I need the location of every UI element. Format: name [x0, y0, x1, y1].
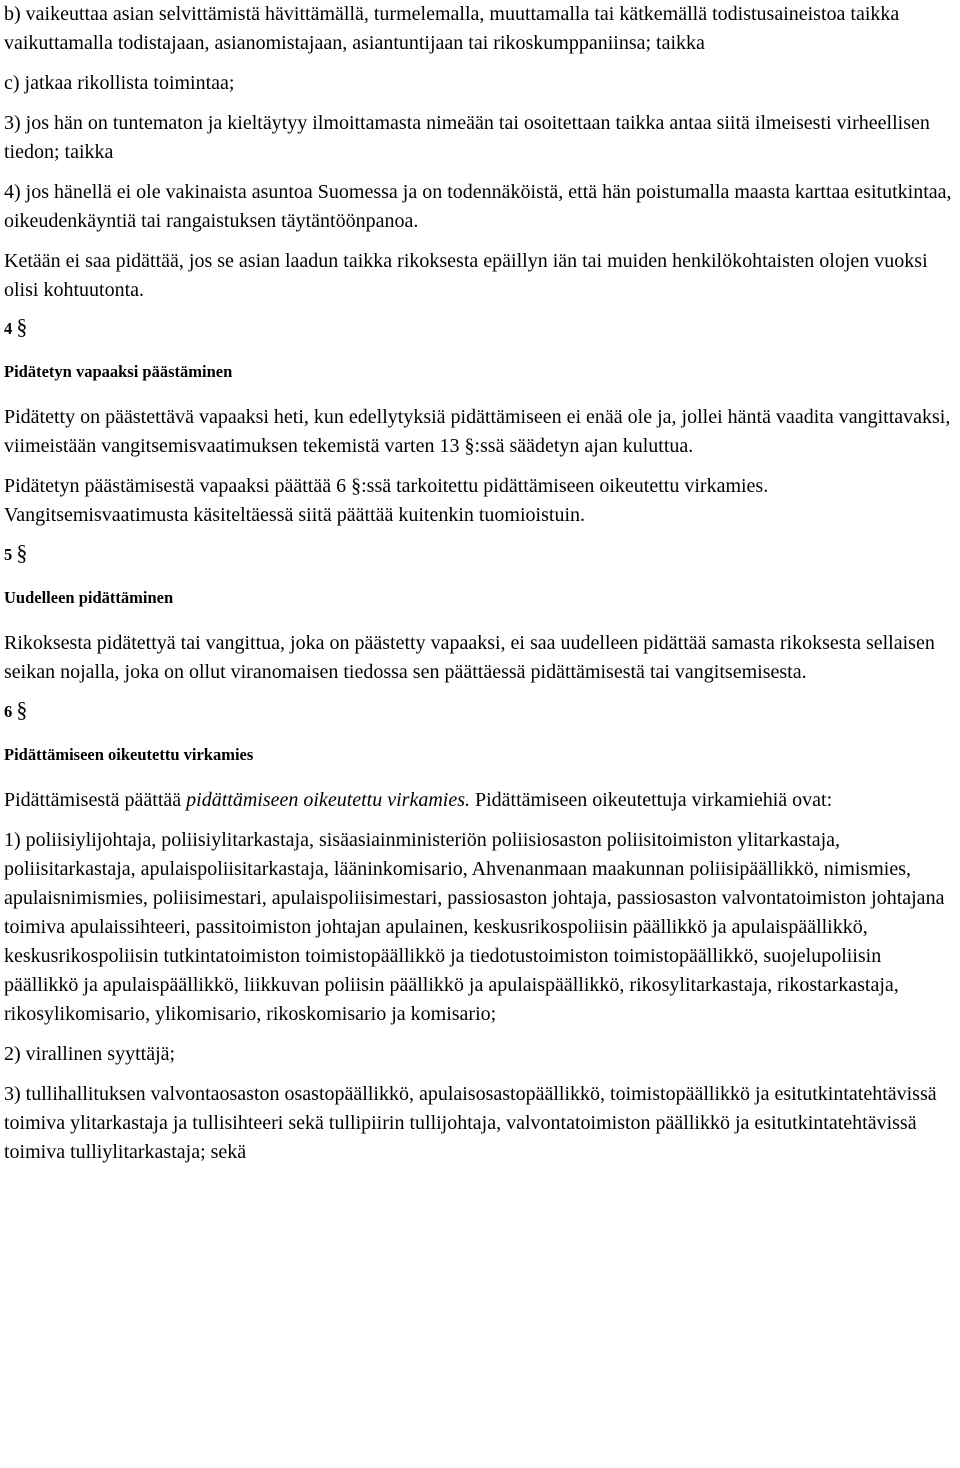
text-run: Pidättämisestä päättää	[4, 789, 187, 811]
section-4-paragraph-2: Pidätetyn päästämisestä vapaaksi päättää 6 §:ssä tarkoitettu pidättämiseen oikeutettu virkamies. Vangitsemisvaatimusta käsiteltäessä siitä päättää kuitenkin tuomioistuin.	[4, 475, 769, 526]
officer-list-item-2: 2) virallinen syyttäjä;	[4, 1043, 176, 1065]
section-number: 6	[4, 702, 13, 721]
section-5-paragraph-1: Rikoksesta pidätettyä tai vangittua, joka on päästetty vapaaksi, ei saa uudelleen pidättää samasta rikoksesta sellaisen seikan nojalla, joka on ollut viranomaisen tiedossa sen päättäessä pidättämisestä tai vangitsemisesta.	[4, 632, 935, 683]
section-sign: §	[16, 314, 28, 339]
section-5-title: Uudelleen pidättäminen	[4, 588, 174, 607]
section-4-paragraph-1: Pidätetty on päästettävä vapaaksi heti, kun edellytyksiä pidättämiseen ei enää ole ja, jollei häntä vaadita vangittavaksi, viimeistään vangitsemisvaatimuksen tekemistä varten 13 §:ssä säädetyn ajan kuluttua.	[4, 406, 951, 457]
officer-list-item-3: 3) tullihallituksen valvontaosaston osastopäällikkö, apulaisosastopäällikkö, toimistopäällikkö ja esitutkintatehtävissä toimiva ylitarkastaja ja tullisihteeri sekä tullipiirin tullijohtaja, valvontatoimiston päällikkö ja esitutkintatehtävissä toimiva tulliylitarkastaja; sekä	[4, 1083, 937, 1163]
section-sign: §	[16, 697, 28, 722]
point-4: 4) jos hänellä ei ole vakinaista asuntoa Suomessa ja on todennäköistä, että hän poistumalla maasta karttaa esitutkintaa, oikeudenkäyntiä tai rangaistuksen täytäntöönpanoa.	[4, 181, 952, 232]
point-3: 3) jos hän on tuntematon ja kieltäytyy ilmoittamasta nimeään tai osoitettaan taikka antaa siitä ilmeisesti virheellisen tiedon; taikka	[4, 112, 930, 163]
section-4-title: Pidätetyn vapaaksi päästäminen	[4, 362, 233, 381]
clause-b: b) vaikeuttaa asian selvittämistä hävittämällä, turmelemalla, muuttamalla tai kätkemällä todistusaineistoa taikka vaikuttamalla todistajaan, asianomistajaan, asiantuntijaan tai rikoskumppaniinsa; taikka	[4, 3, 900, 54]
document-page	[4, 0, 956, 1167]
section-4-heading	[4, 316, 956, 340]
text-run: Pidättämiseen oikeutettuja virkamiehiä ovat:	[470, 789, 833, 811]
section-6-heading	[4, 699, 956, 723]
officer-list-item-1: 1) poliisiylijohtaja, poliisiylitarkastaja, sisäasiainministeriön poliisiosaston poliisitoimiston ylitarkastaja, poliisitarkastaja, apulaispoliisitarkastaja, lääninkomisario, Ahvenanmaan maakunnan poliisipäällikkö, nimismies, apulaisnimismies, poliisimestari, apulaispoliisimestari, passiosaston johtaja, passiosaston valvontatoimiston johtajana toimiva apulaissihteeri, passitoimiston johtajan apulainen, keskusrikospoliisin päällikkö ja apulaispäällikkö, keskusrikospoliisin tutkintatoimiston toimistopäällikkö ja tiedotustoimiston toimistopäällikkö, suojelupoliisin päällikkö ja apulaispäällikkö, liikkuvan poliisin päällikkö ja apulaispäällikkö, rikosylitarkastaja, rikostarkastaja, rikosylikomisario, ylikomisario, rikoskomisario ja komisario;	[4, 829, 945, 1025]
section-number: 4	[4, 319, 13, 338]
section-sign: §	[16, 540, 28, 565]
italic-term: pidättämiseen oikeutettu virkamies.	[186, 789, 470, 811]
section-number: 5	[4, 545, 13, 564]
clause-c: c) jatkaa rikollista toimintaa;	[4, 72, 235, 94]
section-6-paragraph-1	[4, 786, 956, 815]
section-6-title: Pidättämiseen oikeutettu virkamies	[4, 745, 254, 764]
proportionality-paragraph: Ketään ei saa pidättää, jos se asian laadun taikka rikoksesta epäillyn iän tai muiden henkilökohtaisten olojen vuoksi olisi kohtuutonta.	[4, 250, 928, 301]
section-5-heading	[4, 542, 956, 566]
